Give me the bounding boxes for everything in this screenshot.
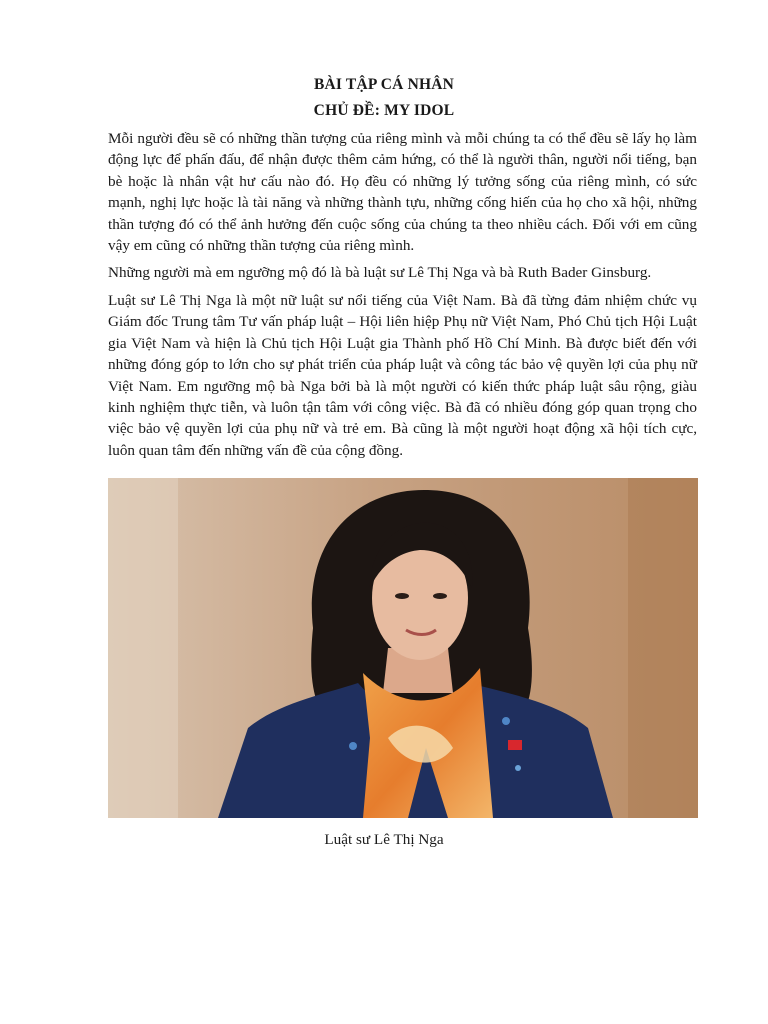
document-title: BÀI TẬP CÁ NHÂN [313,76,455,93]
paragraph-intro: Mỗi người đều sẽ có những thần tượng của riêng mình và mỗi chúng ta có thể đều sẽ lấy họ làm động lực để phấn đấu, để nhận được thêm cảm hứng, có thể là người thân, người nổi tiếng, bạn bè hoặc là nhân vật hư cấu nào đó. Họ đều có những lý tưởng sống của riêng mình, có sức mạnh, nghị lực hoặc là tài năng và những thành tựu, những cống hiến của họ cho xã hội, những thần tượng đó có thể ảnh hưởng đến cuộc sống của chúng ta theo nhiều cách. Đối với em cũng vậy em cũng có những thần tượng của riêng mình. [108,130,697,255]
document-subtitle: CHỦ ĐỀ: MY IDOL [313,102,455,119]
paragraph-idols: Những người mà em ngưỡng mộ đó là bà luật sư Lê Thị Nga và bà Ruth Bader Ginsburg. [108,264,652,281]
paragraph-le-thi-nga: Luật sư Lê Thị Nga là một nữ luật sư nổi tiếng của Việt Nam. Bà đã từng đảm nhiệm chức vụ Giám đốc Trung tâm Tư vấn pháp luật – Hội liên hiệp Phụ nữ Việt Nam, Phó Chủ tịch Hội Luật gia Việt Nam và hiện là Chủ tịch Hội Luật gia Thành phố Hồ Chí Minh. Bà được biết đến với những đóng góp to lớn cho sự phát triển của pháp luật và công tác bảo vệ quyền lợi của phụ nữ Việt Nam. Em ngưỡng mộ bà Nga bởi bà là một người có kiến thức pháp luật sâu rộng, giàu kinh nghiệm thực tiễn, và luôn tận tâm với công việc. Bà đã có nhiều đóng góp quan trọng cho việc bảo vệ quyền lợi của phụ nữ và trẻ em. Bà cũng là một người hoạt động xã hội tích cực, luôn quan tâm đến những vấn đề của cộng đồng. [108,292,697,459]
photo-caption: Luật sư Lê Thị Nga [324,831,444,848]
portrait-photo [108,478,698,818]
